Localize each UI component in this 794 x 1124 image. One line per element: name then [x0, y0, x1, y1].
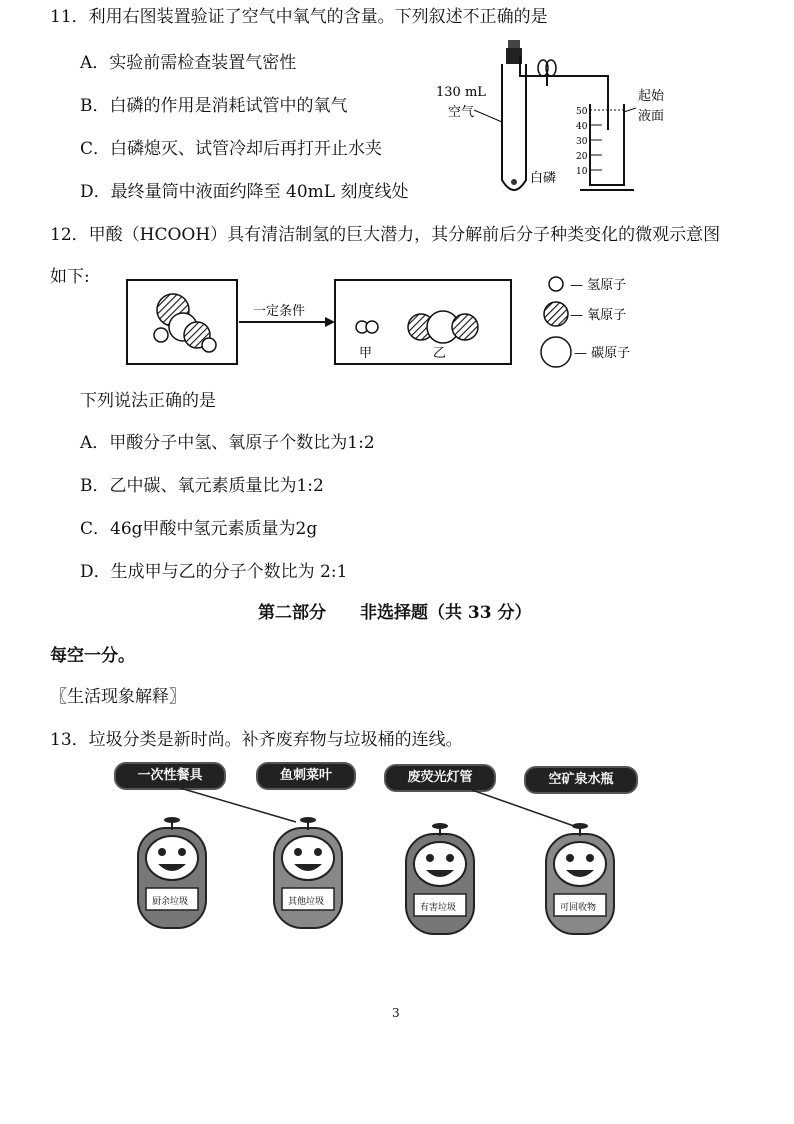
q11-stem: 11．利用右图装置验证了空气中氧气的含量。下列叙述不正确的是	[50, 7, 548, 27]
phosphorus-label: 白磷	[530, 171, 557, 186]
tick-40: 40	[576, 122, 588, 132]
water-clamp-icon	[538, 60, 556, 86]
q12-option-a: A．甲酸分子中氢、氧原子个数比为1:2	[80, 433, 375, 453]
bin-icon-hazardous	[406, 823, 474, 934]
waste-item-fluorescent-tube[interactable]: 废荧光灯管	[384, 764, 496, 792]
waste-item-water-bottle[interactable]: 空矿泉水瓶	[524, 766, 638, 794]
q13-stem: 13．垃圾分类是新时尚。补齐废弃物与垃圾桶的连线。	[50, 730, 463, 750]
carbon-dioxide-molecule-icon	[408, 311, 478, 343]
phosphorus-icon	[511, 179, 517, 185]
bin-label-other: 其他垃圾	[288, 897, 325, 907]
q12-reaction-diagram	[125, 275, 525, 370]
q12-prompt: 下列说法正确的是	[80, 391, 216, 411]
reaction-condition: 一定条件	[253, 304, 306, 319]
waste-item-disposable-tableware[interactable]: 一次性餐具	[114, 762, 226, 790]
hydrogen-molecule-icon	[356, 321, 378, 333]
air-label: 空气	[448, 105, 475, 120]
q11-option-c: C．白磷熄灭、试管冷却后再打开止水夹	[80, 139, 383, 159]
bin-icon-recyclable	[546, 823, 614, 934]
start-label-1: 起始	[638, 89, 665, 104]
volume-label: 130 mL	[436, 85, 486, 100]
tick-50: 50	[576, 107, 588, 117]
q13-bins-figure	[100, 780, 660, 940]
page-number: 3	[392, 1006, 400, 1020]
legend-oxygen: — 氧原子	[570, 308, 627, 323]
legend-hydrogen: — 氢原子	[570, 278, 627, 293]
carbon-atom-icon	[541, 337, 571, 367]
q12-option-c: C．46g甲酸中氢元素质量为2g	[80, 519, 318, 539]
tick-20: 20	[576, 152, 588, 162]
bin-label-recyclable: 可回收物	[560, 903, 597, 913]
section-title: 〖生活现象解释〗	[50, 687, 186, 707]
q11-option-b: B．白磷的作用是消耗试管中的氧气	[80, 96, 348, 116]
bin-icon-kitchen	[138, 817, 206, 928]
q11-apparatus-figure	[430, 30, 670, 205]
legend-carbon: — 碳原子	[574, 346, 631, 361]
part2-title: 第二部分 非选择题（共 33 分）	[258, 603, 532, 623]
formic-acid-molecule-icon	[154, 294, 216, 352]
q11-option-d: D．最终量筒中液面约降至 40mL 刻度线处	[80, 182, 409, 202]
connection-line-2	[472, 790, 574, 826]
test-tube-icon	[502, 64, 526, 190]
product-a-label: 甲	[359, 346, 373, 361]
bin-label-kitchen: 厨余垃圾	[152, 897, 189, 907]
start-label-2: 液面	[638, 109, 665, 124]
oxygen-atom-icon	[544, 302, 568, 326]
q12-stem: 12．甲酸（HCOOH）具有清洁制氢的巨大潜力，其分解前后分子种类变化的微观示意图	[50, 225, 721, 245]
waste-item-fish-bones-leaves[interactable]: 鱼刺菜叶	[256, 762, 356, 790]
q12-option-d: D．生成甲与乙的分子个数比为 2:1	[80, 562, 348, 582]
q12-stem-continued: 如下:	[50, 267, 90, 287]
tick-30: 30	[576, 137, 588, 147]
atom-legend	[540, 272, 670, 372]
hydrogen-atom-icon	[549, 277, 563, 291]
tick-10: 10	[576, 167, 588, 177]
q12-option-b: B．乙中碳、氧元素质量比为1:2	[80, 476, 324, 496]
bin-label-hazardous: 有害垃圾	[420, 903, 457, 913]
q11-option-a: A．实验前需检查装置气密性	[80, 53, 297, 73]
product-b-label: 乙	[433, 346, 447, 361]
part2-note: 每空一分。	[50, 646, 135, 666]
connection-line-1	[180, 788, 296, 822]
bin-icon-other	[274, 817, 342, 928]
delivery-tube-icon	[520, 56, 605, 76]
